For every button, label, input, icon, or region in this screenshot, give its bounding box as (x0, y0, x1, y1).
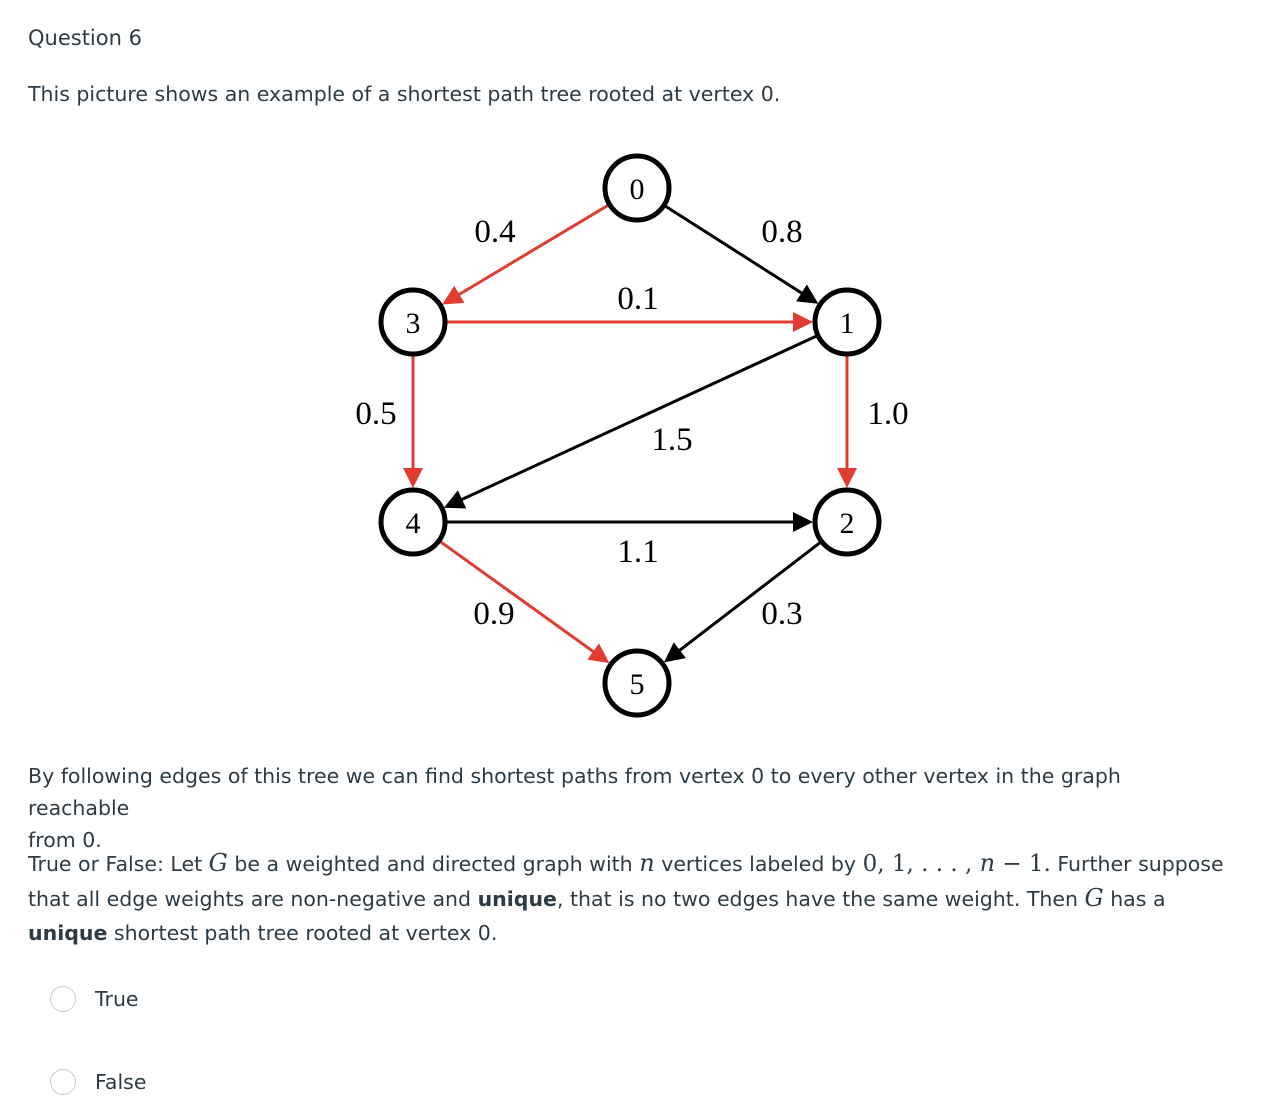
q-unique-2: unique (28, 921, 108, 945)
q-unique-1: unique (477, 887, 557, 911)
q-minus-one: − 1. (995, 851, 1051, 877)
nodes-layer (381, 156, 879, 715)
q-part2: be a weighted and directed graph with (227, 852, 640, 876)
edge-weight-0-3: 0.4 (474, 214, 516, 250)
answer-label-true: True (95, 987, 139, 1011)
node-0 (605, 156, 669, 220)
node-label-2: 2 (839, 507, 855, 540)
radio-true[interactable] (50, 986, 76, 1012)
q-symbol-g: G (208, 849, 228, 877)
edge-weight-4-2: 1.1 (617, 534, 659, 570)
answer-option-true[interactable] (50, 986, 139, 1012)
edge-weight-1-2: 1.0 (867, 396, 909, 432)
edge-0-3 (442, 204, 609, 304)
node-label-4: 4 (405, 507, 421, 540)
edge-4-5 (439, 541, 609, 663)
edge-weight-4-5: 0.9 (473, 596, 515, 632)
edge-labels-layer (355, 214, 908, 632)
follow-line-2: from 0. (28, 828, 102, 852)
q-part3: vertices labeled by (654, 852, 863, 876)
edge-weight-2-5: 0.3 (761, 596, 803, 632)
q-line3: shortest path tree rooted at vertex 0. (107, 921, 498, 945)
edge-weight-0-1: 0.8 (761, 214, 803, 250)
q-line2a: that all edge weights are non-negative and (28, 887, 478, 911)
radio-false[interactable] (50, 1069, 76, 1095)
q-line2b: , that is no two edges have the same weight. Then (556, 887, 1085, 911)
edge-weight-1-4: 1.5 (651, 422, 693, 458)
edges-layer (403, 204, 857, 663)
node-4 (381, 490, 445, 554)
answer-option-false[interactable] (50, 1069, 146, 1095)
edge-weight-3-4: 0.5 (355, 396, 397, 432)
question-statement (28, 846, 1248, 950)
node-1 (815, 290, 879, 354)
q-line2c: has a (1103, 887, 1166, 911)
answer-label-false: False (95, 1070, 147, 1094)
question-follow-text (28, 760, 1228, 856)
question-intro: This picture shows an example of a shortest path tree rooted at vertex 0. (28, 82, 781, 106)
q-symbol-n: n (639, 849, 655, 877)
node-label-3: 3 (405, 307, 421, 340)
follow-line-1: By following edges of this tree we can find shortest paths from vertex 0 to every other vertex in the graph reachable (28, 764, 1121, 820)
q-symbol-n2: n (979, 849, 996, 877)
question-title: Question 6 (28, 26, 142, 50)
edge-weight-3-1: 0.1 (617, 281, 659, 317)
q-labels: 0, 1, . . . , (862, 851, 980, 877)
q-part4: Further suppose (1050, 852, 1224, 876)
node-2 (815, 490, 879, 554)
edge-1-2 (837, 354, 857, 488)
edge-4-2 (445, 512, 813, 532)
edge-1-4 (444, 335, 818, 508)
edge-3-4 (403, 354, 423, 488)
node-label-1: 1 (839, 307, 855, 340)
q-symbol-g2: G (1084, 884, 1104, 912)
q-part1: True or False: Let (28, 852, 209, 876)
node-5 (605, 651, 669, 715)
node-label-5: 5 (629, 668, 645, 701)
node-label-0: 0 (629, 173, 645, 206)
node-3 (381, 290, 445, 354)
